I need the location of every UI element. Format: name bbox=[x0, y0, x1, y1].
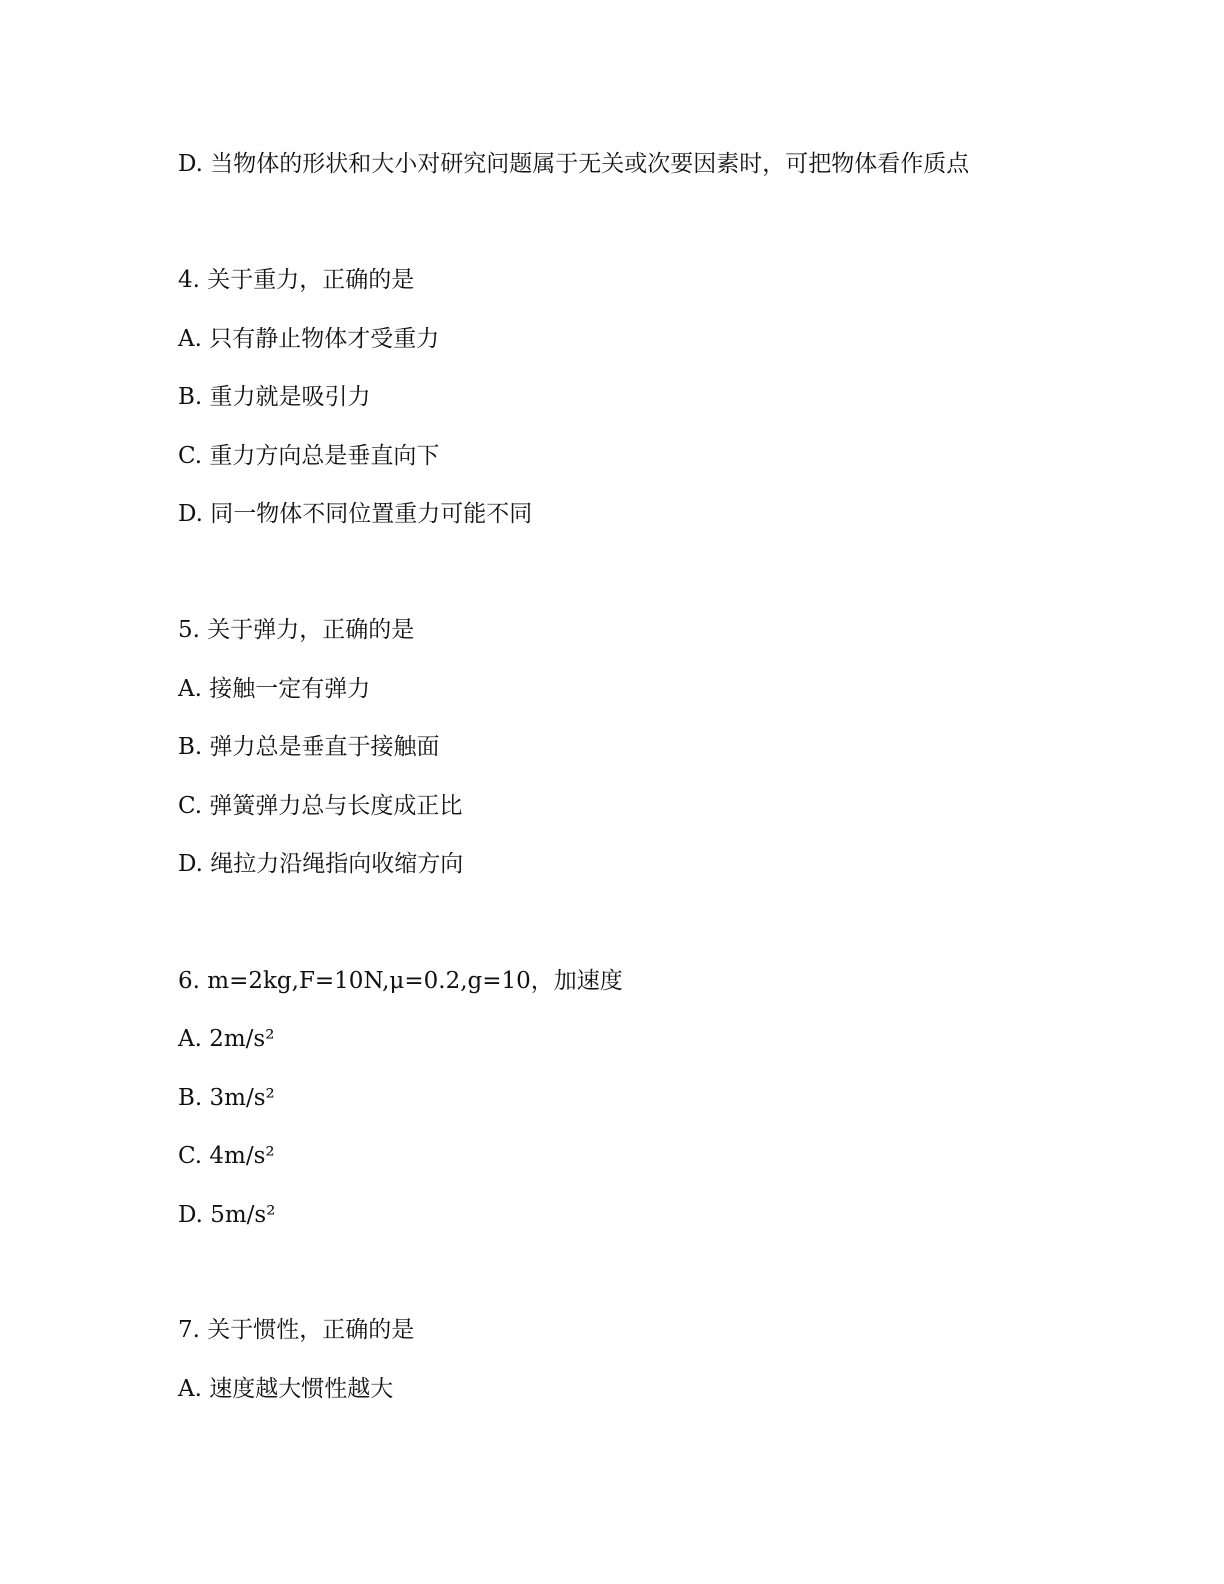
q4-option-d: D. 同一物体不同位置重力可能不同 bbox=[178, 501, 533, 527]
q7-option-a: A. 速度越大惯性越大 bbox=[178, 1376, 394, 1402]
q5-option-d: D. 绳拉力沿绳指向收缩方向 bbox=[178, 851, 464, 877]
q5-option-b: B. 弹力总是垂直于接触面 bbox=[178, 734, 440, 760]
q5-option-c: C. 弹簧弹力总与长度成正比 bbox=[178, 793, 463, 819]
q6-option-c: C. 4m/s² bbox=[178, 1143, 275, 1169]
q4-option-b: B. 重力就是吸引力 bbox=[178, 384, 371, 410]
q7-question: 7. 关于惯性，正确的是 bbox=[178, 1317, 415, 1343]
q4-option-a: A. 只有静止物体才受重力 bbox=[178, 326, 440, 352]
q6-question: 6. m=2kg,F=10N,μ=0.2,g=10，加速度 bbox=[178, 968, 623, 994]
q5-option-a: A. 接触一定有弹力 bbox=[178, 676, 371, 702]
q5-question: 5. 关于弹力，正确的是 bbox=[178, 617, 415, 643]
q6-option-d: D. 5m/s² bbox=[178, 1202, 276, 1228]
q6-option-a: A. 2m/s² bbox=[178, 1026, 275, 1052]
q3-option-d: D. 当物体的形状和大小对研究问题属于无关或次要因素时，可把物体看作质点 bbox=[178, 151, 970, 177]
q4-question: 4. 关于重力，正确的是 bbox=[178, 267, 415, 293]
q4-option-c: C. 重力方向总是垂直向下 bbox=[178, 443, 440, 469]
q6-option-b: B. 3m/s² bbox=[178, 1085, 275, 1111]
